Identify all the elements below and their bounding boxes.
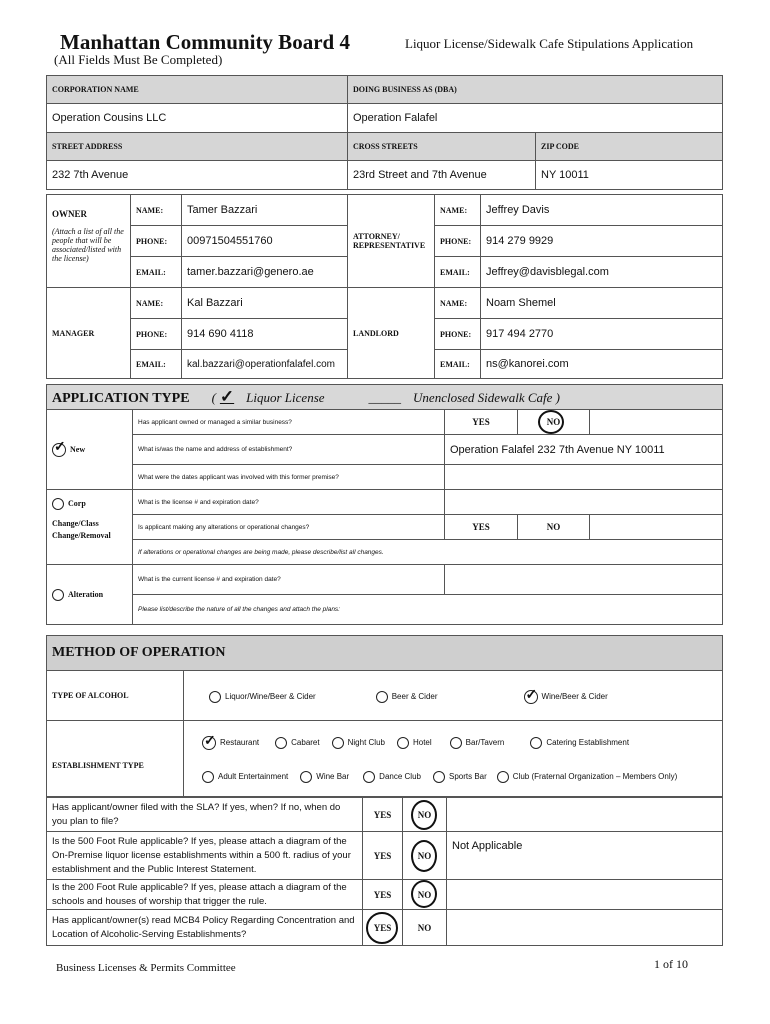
landlord-name-label: NAME:: [435, 288, 481, 319]
cross-streets-label: CROSS STREETS: [348, 133, 536, 161]
alterations-yes[interactable]: YES: [445, 515, 518, 540]
application-type-title: APPLICATION TYPE: [52, 391, 190, 406]
policy-yes-label: YES: [373, 922, 392, 933]
attorney-name-field[interactable]: Jeffrey Davis: [481, 195, 723, 226]
estab-nightclub-option[interactable]: [332, 737, 385, 749]
question-200-foot-rule: Is the 200 Foot Rule applicable? If yes, please attach a diagram of the schools and houses of worship that trigger the rule.: [47, 880, 363, 910]
cafe-blank: _____: [368, 390, 402, 405]
document-type: Liquor License/Sidewalk Cafe Stipulations Application: [405, 36, 694, 51]
estab-cabaret-option[interactable]: [275, 737, 319, 749]
alcohol-wine-option[interactable]: [524, 690, 608, 704]
question-sla-filing: Has applicant/owner filed with the SLA? If yes, when? If no, when do you plan to file?: [47, 798, 363, 832]
landlord-phone-label: PHONE:: [435, 319, 481, 350]
sla-answer-field[interactable]: [447, 798, 723, 832]
estab-restaurant-option[interactable]: [202, 736, 259, 750]
estab-hotel-option[interactable]: [397, 737, 432, 749]
estab-sports-label: Sports Bar: [448, 772, 487, 782]
owner-email-label: EMAIL:: [131, 257, 182, 288]
establishment-type-label: ESTABLISHMENT TYPE: [47, 721, 184, 797]
radio-icon: [332, 737, 344, 749]
question-mcb4-policy: Has applicant/owner(s) read MCB4 Policy Regarding Concentration and Location of Alcoholic-Serving Establishments?: [47, 910, 363, 946]
radio-icon: [300, 771, 312, 783]
policy-yes[interactable]: [363, 910, 403, 946]
alcohol-beer-option[interactable]: [376, 691, 438, 703]
estab-nightclub-label: Night Club: [347, 738, 385, 748]
liquor-license-option[interactable]: Liquor License: [246, 390, 325, 405]
no-circle-mark: [538, 410, 564, 434]
attorney-phone-label: PHONE:: [435, 226, 481, 257]
sla-no-label: NO: [417, 809, 432, 820]
attorney-label: ATTORNEY/ REPRESENTATIVE: [348, 195, 435, 288]
method-of-operation-title: METHOD OF OPERATION: [47, 636, 723, 671]
owner-name-label: NAME:: [131, 195, 182, 226]
alcohol-beer-label: Beer & Cider: [391, 692, 438, 702]
page-title: Manhattan Community Board 4: [60, 30, 350, 54]
attorney-email-field[interactable]: Jeffrey@davisblegal.com: [481, 257, 723, 288]
page-number: 1 of 10: [654, 957, 688, 971]
radio-icon: [363, 771, 375, 783]
compliance-section: [46, 797, 722, 946]
corp-label: Corp: [68, 498, 86, 508]
street-address-label: STREET ADDRESS: [47, 133, 348, 161]
manager-phone-field[interactable]: 914 690 4118: [182, 319, 348, 350]
manager-email-field[interactable]: kal.bazzari@operationfalafel.com: [182, 350, 348, 379]
estab-bar-option[interactable]: [450, 737, 505, 749]
alcohol-liquor-option[interactable]: [209, 691, 316, 703]
alterations-no[interactable]: NO: [518, 515, 590, 540]
similar-business-no-label: NO: [546, 417, 561, 427]
radio-icon: [209, 691, 221, 703]
yes-circle-mark: [366, 912, 398, 944]
checked-icon: [202, 736, 216, 750]
corp-radio-icon: [52, 498, 64, 510]
radio-icon: [397, 737, 409, 749]
radio-icon: [433, 771, 445, 783]
manager-label: MANAGER: [47, 288, 131, 379]
alcohol-liquor-label: Liquor/Wine/Beer & Cider: [225, 692, 316, 702]
similar-business-yes[interactable]: YES: [445, 410, 518, 435]
method-section: [46, 635, 722, 797]
estab-winebar-label: Wine Bar: [316, 772, 350, 782]
owner-note: (Attach a list of all the people that will be associated/listed with the license): [52, 227, 124, 263]
estab-dance-label: Dance Club: [379, 772, 421, 782]
policy-answer-field[interactable]: [447, 910, 723, 946]
corporation-name-field[interactable]: Operation Cousins LLC: [47, 104, 348, 133]
manager-email-label: EMAIL:: [131, 350, 182, 379]
sla-no[interactable]: [403, 798, 447, 832]
dba-label: DOING BUSINESS AS (DBA): [348, 76, 723, 104]
rule200-yes[interactable]: YES: [363, 880, 403, 910]
new-checked-icon: [52, 443, 66, 457]
dates-involved-field[interactable]: [445, 465, 723, 490]
rule500-yes[interactable]: YES: [363, 832, 403, 880]
check-mark-icon: ✓: [219, 387, 235, 406]
estab-bar-label: Bar/Tavern: [465, 738, 505, 748]
landlord-email-field[interactable]: ns@kanorei.com: [481, 350, 723, 379]
estab-winebar-option[interactable]: [300, 771, 349, 783]
rule500-no-label: NO: [417, 850, 432, 861]
attorney-name-label: NAME:: [435, 195, 481, 226]
new-option[interactable]: [47, 410, 133, 490]
estab-adult-label: Adult Entertainment: [218, 772, 289, 782]
manager-name-label: NAME:: [131, 288, 182, 319]
owner-cell: [47, 195, 131, 288]
type-of-alcohol-label: TYPE OF ALCOHOL: [47, 671, 184, 721]
question-500-foot-rule: Is the 500 Foot Rule applicable? If yes, please attach a diagram of the On-Premise liquor license establishments within a 500 ft. radius of your establishment and the Public Interest Statement.: [47, 832, 363, 880]
attorney-phone-field[interactable]: 914 279 9929: [481, 226, 723, 257]
question-establishment-name: What is/was the name and address of establishment?: [133, 435, 445, 465]
application-type-open: (: [211, 390, 216, 405]
manager-phone-label: PHONE:: [131, 319, 182, 350]
zip-code-label: ZIP CODE: [536, 133, 723, 161]
rule200-answer-field[interactable]: [447, 880, 723, 910]
question-license-number: What is the license # and expiration date?: [133, 490, 445, 515]
radio-icon: [275, 737, 287, 749]
current-license-field[interactable]: [445, 565, 723, 595]
radio-icon: [530, 737, 542, 749]
landlord-label: LANDLORD: [348, 288, 435, 379]
establishment-name-field[interactable]: Operation Falafel 232 7th Avenue NY 10011: [445, 435, 723, 465]
question-alterations: Is applicant making any alterations or operational changes?: [133, 515, 445, 540]
alcohol-wine-label: Wine/Beer & Cider: [541, 692, 608, 702]
license-number-field[interactable]: [445, 490, 723, 515]
change-label: Change/Class Change/Removal: [52, 519, 111, 540]
owner-email-field[interactable]: tamer.bazzari@genero.ae: [182, 257, 348, 288]
estab-adult-option[interactable]: [202, 771, 288, 783]
application-type-header: [47, 385, 723, 410]
owner-label: OWNER: [52, 209, 88, 219]
landlord-email-label: EMAIL:: [435, 350, 481, 379]
estab-catering-option[interactable]: [530, 737, 629, 749]
radio-icon: [450, 737, 462, 749]
radio-icon: [497, 771, 509, 783]
application-type-section: [46, 384, 722, 625]
question-describe-changes: If alterations or operational changes are being made, please describe/list all changes.: [133, 540, 723, 565]
question-current-license: What is the current license # and expiration date?: [133, 565, 445, 595]
attorney-email-label: EMAIL:: [435, 257, 481, 288]
estab-club-label: Club (Fraternal Organization – Members Only): [512, 772, 678, 782]
estab-catering-label: Catering Establishment: [546, 738, 630, 748]
no-circle-mark: [411, 800, 437, 830]
cross-streets-field[interactable]: 23rd Street and 7th Avenue: [348, 161, 536, 190]
alcohol-options: [184, 671, 723, 721]
page-subtitle: (All Fields Must Be Completed): [54, 52, 223, 67]
estab-cabaret-label: Cabaret: [291, 738, 320, 748]
radio-icon: [376, 691, 388, 703]
estab-sports-option[interactable]: [433, 771, 487, 783]
sla-yes[interactable]: YES: [363, 798, 403, 832]
no-circle-mark: [411, 880, 437, 908]
contacts-section: [46, 194, 722, 379]
estab-club-option[interactable]: [497, 771, 678, 783]
alteration-option[interactable]: [47, 565, 133, 625]
similar-business-no[interactable]: [518, 410, 590, 435]
radio-icon: [202, 771, 214, 783]
no-circle-mark: [411, 840, 437, 872]
new-label: New: [70, 444, 86, 454]
business-info-section: [46, 75, 722, 190]
rule500-answer-field[interactable]: Not Applicable: [447, 832, 723, 880]
manager-name-field[interactable]: Kal Bazzari: [182, 288, 348, 319]
corp-change-option[interactable]: [47, 490, 133, 565]
street-address-field[interactable]: 232 7th Avenue: [47, 161, 348, 190]
landlord-name-field[interactable]: Noam Shemel: [481, 288, 723, 319]
estab-restaurant-label: Restaurant: [220, 738, 260, 748]
policy-no[interactable]: NO: [403, 910, 447, 946]
dba-field[interactable]: Operation Falafel: [348, 104, 723, 133]
establishment-options: [184, 721, 723, 797]
corporation-name-label: CORPORATION NAME: [47, 76, 348, 104]
question-similar-business: Has applicant owned or managed a similar business?: [133, 410, 445, 435]
checked-icon: [524, 690, 538, 704]
owner-phone-label: PHONE:: [131, 226, 182, 257]
question-dates-involved: What were the dates applicant was involved with this former premise?: [133, 465, 445, 490]
owner-name-field[interactable]: Tamer Bazzari: [182, 195, 348, 226]
footer-committee: Business Licenses & Permits Committee: [56, 962, 236, 974]
sidewalk-cafe-option[interactable]: Unenclosed Sidewalk Cafe ): [413, 390, 560, 405]
estab-hotel-label: Hotel: [412, 738, 432, 748]
alteration-label: Alteration: [68, 589, 104, 599]
owner-phone-field[interactable]: 00971504551760: [182, 226, 348, 257]
rule200-no-label: NO: [417, 889, 432, 900]
alteration-radio-icon: [52, 589, 64, 601]
rule200-no[interactable]: [403, 880, 447, 910]
rule500-no[interactable]: [403, 832, 447, 880]
landlord-phone-field[interactable]: 917 494 2770: [481, 319, 723, 350]
zip-code-field[interactable]: NY 10011: [536, 161, 723, 190]
estab-dance-option[interactable]: [363, 771, 421, 783]
question-nature-of-changes: Please list/describe the nature of all the changes and attach the plans:: [133, 595, 723, 625]
